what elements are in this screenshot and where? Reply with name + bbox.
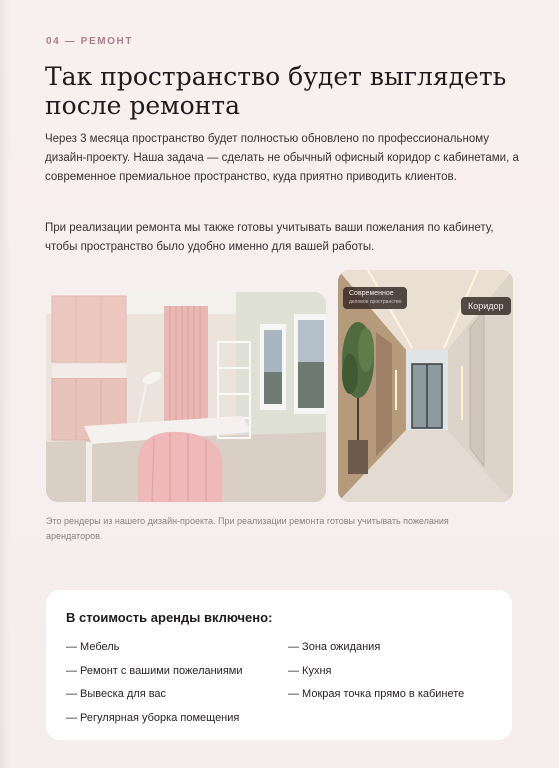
list-item: — Кухня: [288, 664, 332, 677]
intro-paragraph: Через 3 месяца пространство будет полностью обновлено по профессиональному дизайн-проекту. Наша задача — сделать не обычный офисный коридор с кабинетами, а современное премиальное пространство, куда приятно приводить клиентов.: [45, 133, 519, 183]
included-list-right: [288, 636, 464, 707]
corridor-tag-subtitle: деловое пространство: [349, 299, 402, 305]
included-list-left: [66, 636, 242, 730]
wishes-paragraph: При реализации ремонта мы также готовы учитывать ваши пожелания по кабинету, чтобы пространство было удобно именно для вашей работы.: [45, 222, 494, 253]
page-edge-shadow: [0, 0, 10, 768]
office-render-image: [46, 292, 326, 502]
list-item: — Мокрая точка прямо в кабинете: [288, 688, 465, 700]
corridor-label-badge: Коридор: [461, 297, 511, 315]
renders-caption: Это рендеры из нашего дизайн-проекта. При реализации ремонта готовы учитывать пожелания арендаторов.: [46, 516, 449, 541]
list-item: — Зона ожидания: [288, 641, 381, 653]
section-eyebrow: 04 — РЕМОНТ: [46, 36, 134, 47]
corridor-image-tag: [343, 287, 407, 309]
list-item: — Вывеска для вас: [66, 688, 167, 700]
corridor-tag-title: Современное: [349, 290, 394, 297]
list-item: — Мебель: [66, 641, 120, 653]
list-item: — Ремонт с вашими пожеланиями: [66, 664, 243, 677]
page-title: Так пространство будет выглядеть после ремонта: [45, 62, 507, 120]
list-item: — Регулярная уборка помещения: [66, 711, 240, 724]
included-title: В стоимость аренды включено:: [66, 610, 273, 625]
included-card: [46, 590, 512, 740]
